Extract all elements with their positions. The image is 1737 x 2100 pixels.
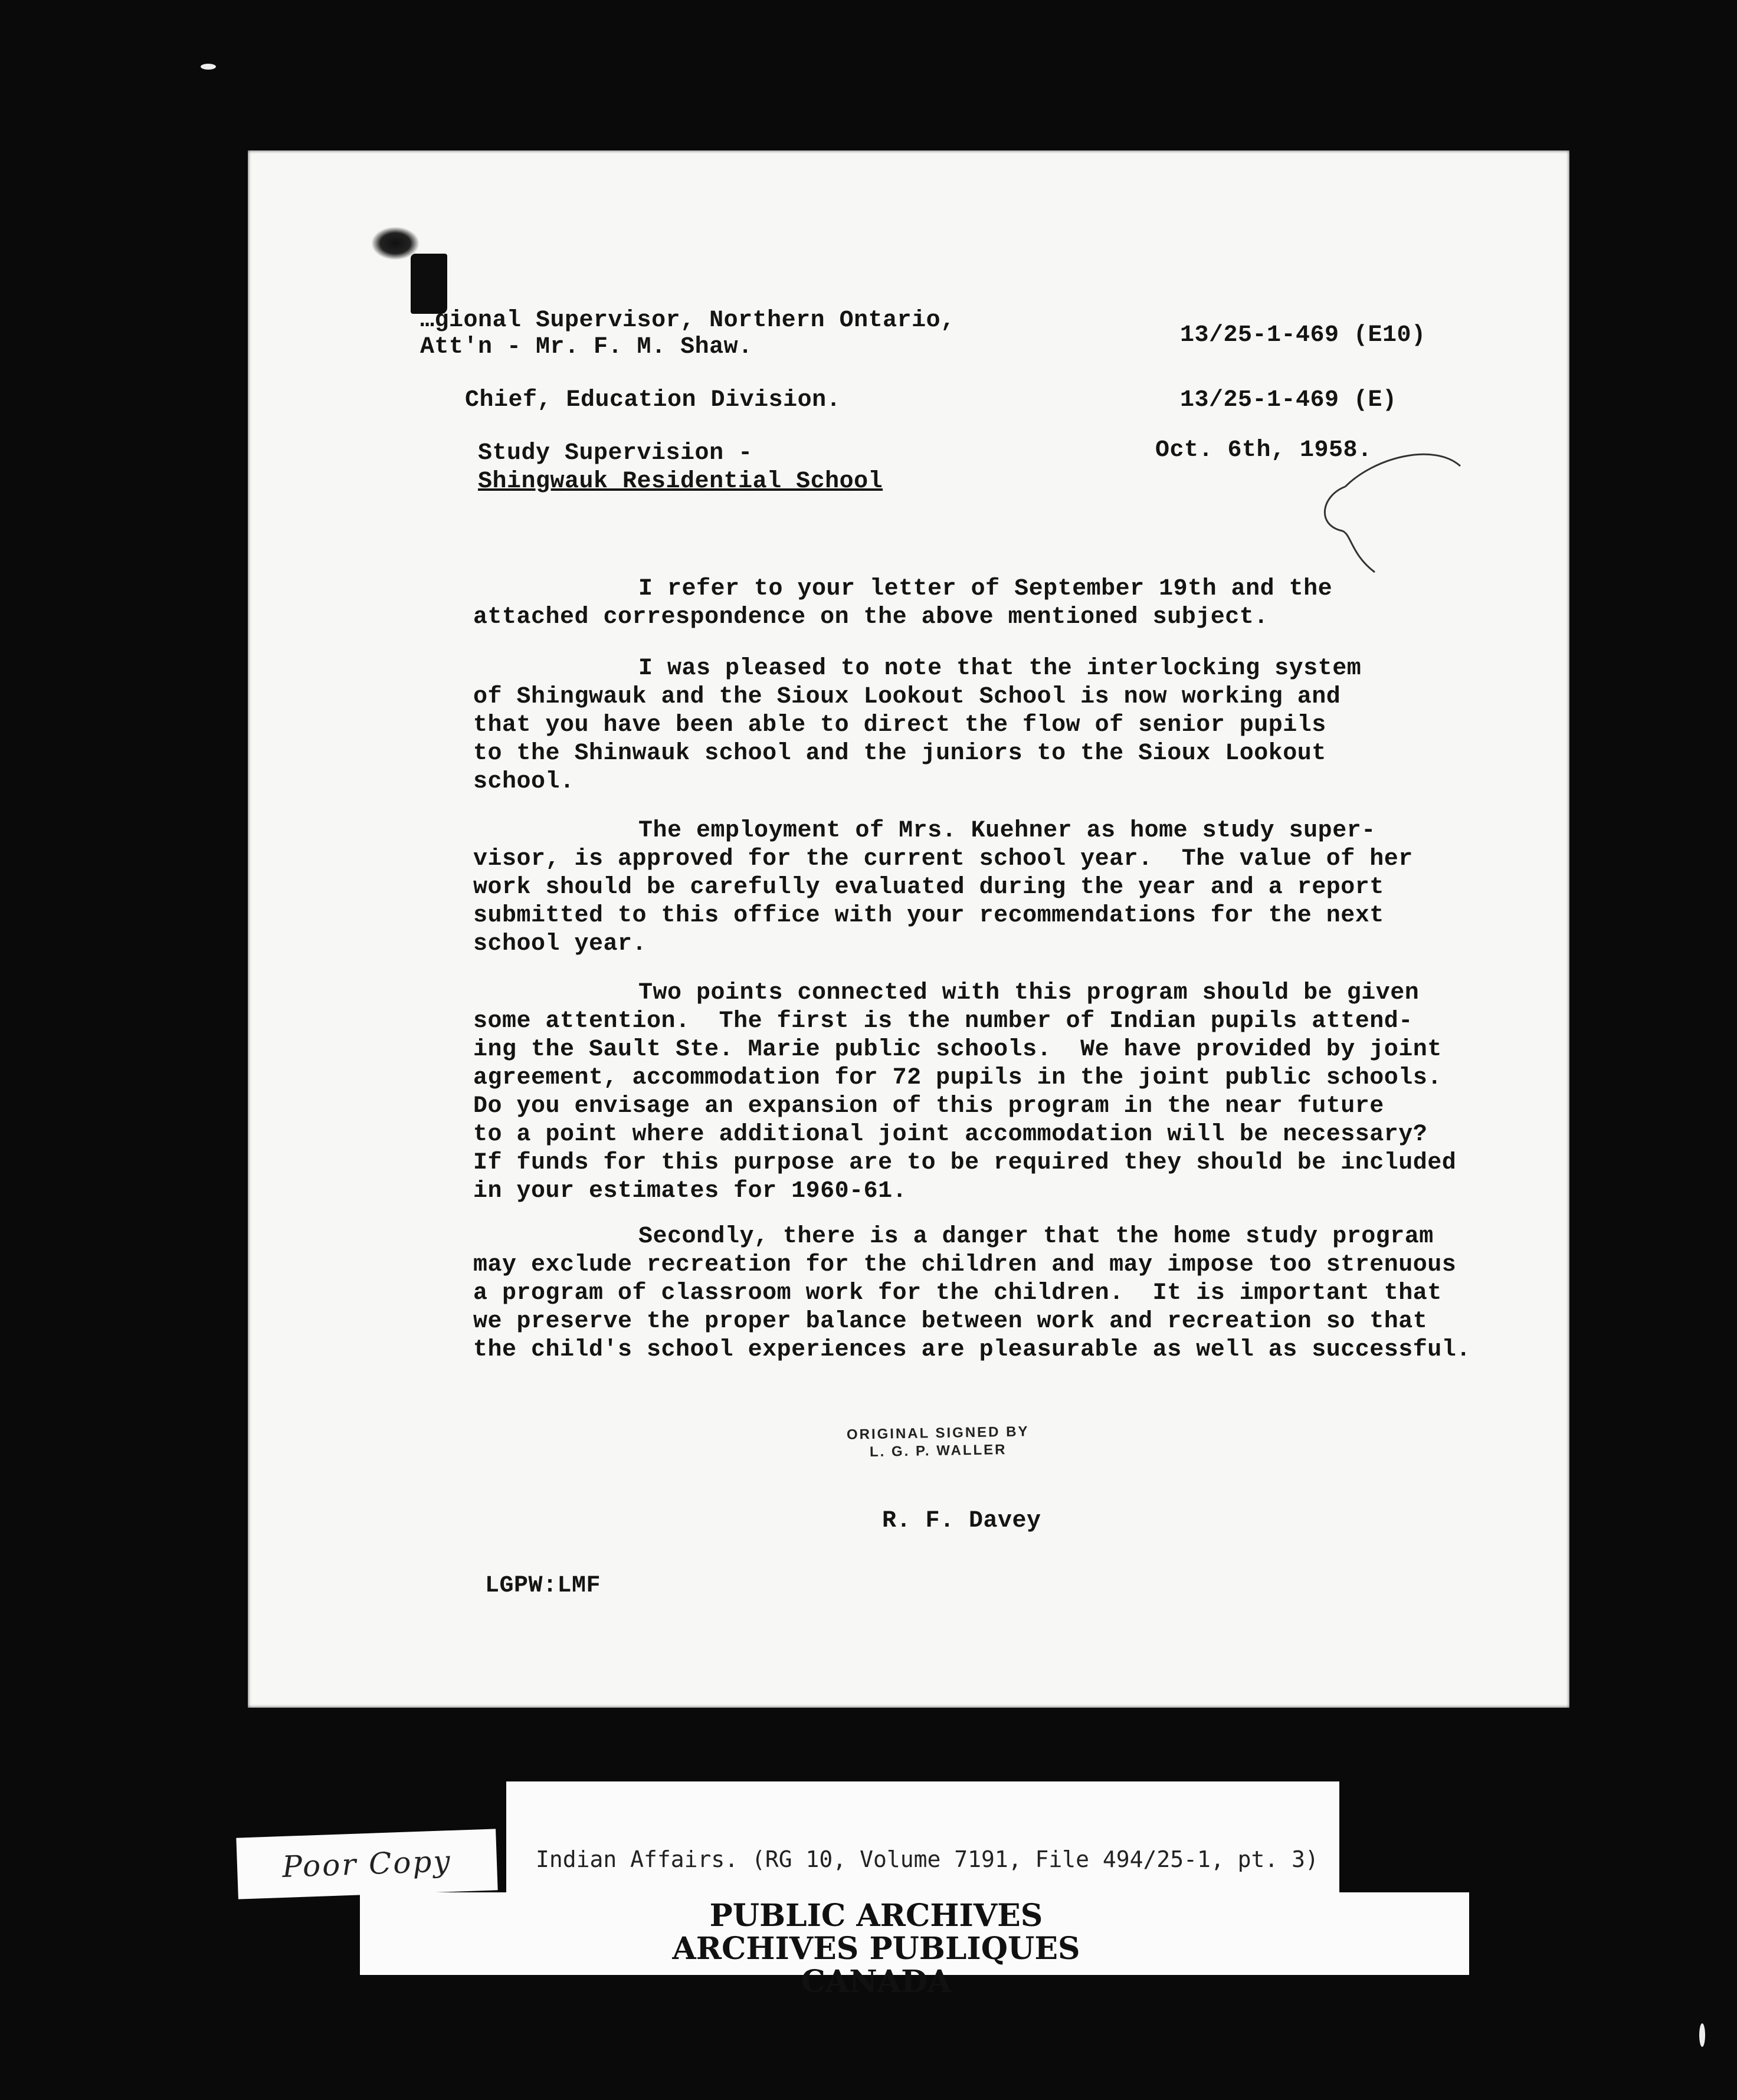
text-line: school. — [473, 769, 575, 795]
text-line: The employment of Mrs. Kuehner as home study super- — [638, 818, 1376, 844]
text-line: agreement, accommodation for 72 pupils in the joint public schools. — [473, 1065, 1442, 1091]
text-line: submitted to this office with your recommendations for the next — [473, 903, 1384, 929]
paragraph-2 — [473, 655, 1441, 796]
paragraph-4 — [473, 979, 1457, 1206]
label-strip — [1339, 1892, 1469, 1975]
text-line: the child's school experiences are pleasurable as well as successful. — [473, 1337, 1471, 1363]
text-line: Do you envisage an expansion of this program in the near future — [473, 1093, 1384, 1120]
text-line: to a point where additional joint accommodation will be necessary? — [473, 1121, 1428, 1148]
paragraph-1 — [473, 575, 1441, 632]
stamp-line-2: L. G. P. WALLER — [869, 1441, 1007, 1461]
subject-line-2: Shingwauk Residential School — [478, 468, 883, 495]
text-line: to the Shinwauk school and the juniors to the Sioux Lookout — [473, 740, 1326, 767]
archives-line-2: ARCHIVES PUBLIQUES — [672, 1931, 1080, 1967]
recipient-line-2: Att'n - Mr. F. M. Shaw. — [420, 334, 753, 360]
paragraph-5 — [473, 1223, 1471, 1364]
text-line: in your estimates for 1960-61. — [473, 1178, 907, 1205]
text-line: some attention. The first is the number of Indian pupils attend- — [473, 1008, 1413, 1035]
archive-reference-text: Indian Affairs. (RG 10, Volume 7191, File 494/25-1, pt. 3) — [536, 1846, 1319, 1872]
poor-copy-label: Poor Copy — [236, 1829, 497, 1899]
stamp-line-1: ORIGINAL SIGNED BY — [846, 1423, 1030, 1443]
film-speck — [201, 64, 216, 70]
archives-line-1: PUBLIC ARCHIVES — [709, 1898, 1043, 1934]
file-reference-2: 13/25-1-469 (E) — [1180, 387, 1397, 414]
letter-page — [248, 150, 1569, 1708]
text-line: we preserve the proper balance between work and recreation so that — [473, 1308, 1428, 1335]
text-line: I was pleased to note that the interlocking system — [638, 655, 1362, 682]
text-line: If funds for this purpose are to be required they should be included — [473, 1150, 1457, 1176]
text-line: visor, is approved for the current school year. The value of her — [473, 846, 1413, 872]
subject-line-1: Study Supervision - — [478, 440, 753, 467]
paragraph-3 — [473, 817, 1441, 959]
text-line: ing the Sault Ste. Marie public schools. We have provided by joint — [473, 1036, 1442, 1063]
sender-line: Chief, Education Division. — [465, 387, 841, 414]
text-line: school year. — [473, 931, 647, 957]
archives-line-3: CANADA — [801, 1964, 952, 2000]
text-line: I refer to your letter of September 19th and the — [638, 576, 1333, 602]
film-speck — [1699, 2023, 1705, 2047]
binder-hole-mark — [411, 254, 447, 314]
text-line: that you have been able to direct the flow of senior pupils — [473, 712, 1326, 739]
typist-initials: LGPW:LMF — [485, 1573, 601, 1599]
recipient-line-1: …gional Supervisor, Northern Ontario, — [420, 307, 955, 334]
text-line: Two points connected with this program should be given — [638, 980, 1420, 1006]
text-line: a program of classroom work for the children. It is important that — [473, 1280, 1442, 1307]
pencil-scribble — [1310, 431, 1463, 578]
archive-reference-label — [506, 1781, 1339, 1894]
file-reference-1: 13/25-1-469 (E10) — [1180, 322, 1426, 349]
public-archives-label — [360, 1892, 1469, 2000]
text-line: Secondly, there is a danger that the home study program — [638, 1223, 1434, 1250]
signatory-name: R. F. Davey — [882, 1508, 1041, 1534]
text-line: may exclude recreation for the children and may impose too strenuous — [473, 1252, 1457, 1278]
text-line: attached correspondence on the above mentioned subject. — [473, 604, 1269, 631]
text-line: of Shingwauk and the Sioux Lookout School is now working and — [473, 684, 1341, 710]
text-line: work should be carefully evaluated during the year and a report — [473, 874, 1384, 901]
original-signed-stamp — [820, 1423, 1057, 1462]
letter-date: Oct. 6th, 1958. — [1155, 437, 1372, 464]
